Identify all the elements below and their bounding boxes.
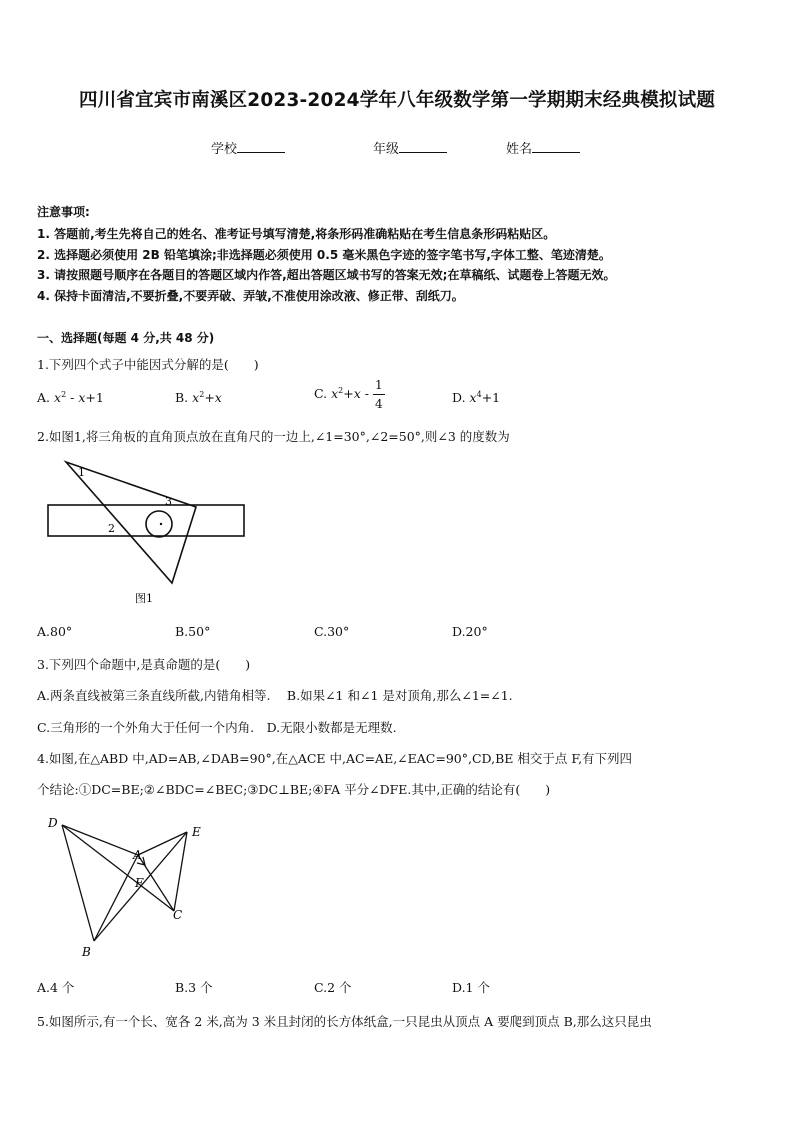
name-blank[interactable] [532,141,580,153]
point-label-c: C [173,908,183,922]
q1-stem: 1.下列四个式子中能因式分解的是( ) [37,357,259,372]
point-label-e: E [192,825,201,839]
note-item: 1. 答题前,考生先将自己的姓名、准考证号填写清楚,将条形码准确粘贴在考生信息条形码粘贴区。 [37,227,556,241]
q1-option-d[interactable]: D. $x^4+1$ [452,390,501,406]
q1-option-c[interactable]: C. $x^2+x$ - $\frac{1}{4}$ [314,378,383,411]
school-blank[interactable] [237,141,285,153]
q1-option-a-letter: A. [37,390,51,406]
q4-option-c[interactable]: C.2 个 [314,980,352,995]
point-label-b: B [82,945,91,959]
note-item: 4. 保持卡面清洁,不要折叠,不要弄破、弄皱,不准使用涂改液、修正带、刮纸刀。 [37,289,464,303]
notes-heading: 注意事项: [37,205,90,219]
q1-option-a[interactable]: A. $x^2 - x+1$ [37,390,104,406]
angle-label-3: 3 [165,495,172,508]
note-item: 3. 请按照题号顺序在各题目的答题区域内作答,超出答题区域书写的答案无效;在草稿纸、试题卷上答题无效。 [37,268,616,282]
q1-option-c-letter: C. [314,386,328,401]
q4-option-b[interactable]: B.3 个 [175,980,213,995]
angle-label-1: 1 [78,466,85,479]
q1-option-d-letter: D. [452,390,466,406]
q1-option-b[interactable]: B. $x^2+x$ [175,390,222,406]
name-label: 姓名 [506,142,533,157]
school-label: 学校 [211,142,238,157]
grade-field [373,138,447,157]
q4-stem-line2: 个结论:①DC=BE;②∠BDC=∠BEC;③DC⊥BE;④FA 平分∠DFE.其中,正确的结论有( ) [37,782,551,797]
q2-stem: 2.如图1,将三角板的直角顶点放在直角尺的一边上,∠1=30°,∠2=50°,则∠3 的度数为 [37,429,510,444]
exam-title: 四川省宜宾市南溪区2023-2024学年八年级数学第一学期期末经典模拟试题 [78,90,716,111]
figure-caption: 图1 [135,592,153,605]
name-field [506,138,580,157]
q2-option-c[interactable]: C.30° [314,624,350,639]
fraction-numerator: 1 [373,379,385,395]
fraction-denominator: 4 [374,397,383,411]
q2-option-a[interactable]: A.80° [37,624,73,639]
note-item: 2. 选择题必须使用 2B 铅笔填涂;非选择题必须使用 0.5 毫米黑色字迹的签字笔书写,字体工整、笔迹清楚。 [37,248,611,262]
q5-stem: 5.如图所示,有一个长、宽各 2 米,高为 3 米且封闭的长方体纸盒,一只昆虫从顶点 A 要爬到顶点 B,那么这只昆虫 [37,1014,652,1029]
q4-stem-line1: 4.如图,在△ABD 中,AD=AB,∠DAB=90°,在△ACE 中,AC=AE,∠EAC=90°,CD,BE 相交于点 F,有下列四 [37,751,633,766]
circle-center-dot [160,523,162,525]
fraction [373,379,385,410]
grade-blank[interactable] [399,141,447,153]
triangle-set-square [66,462,196,583]
angle-label-2: 2 [108,522,115,535]
q3-options-ab[interactable]: A.两条直线被第三条直线所截,内错角相等. B.如果∠1 和∠1 是对顶角,那么∠1=∠1. [37,688,513,703]
q3-stem: 3.下列四个命题中,是真命题的是( ) [37,657,251,672]
q2-figure [44,458,254,606]
q4-option-d[interactable]: D.1 个 [452,980,490,995]
q2-option-d[interactable]: D.20° [452,624,488,639]
point-label-a: A [133,848,142,862]
q2-option-b[interactable]: B.50° [175,624,211,639]
point-label-d: D [48,816,58,830]
point-label-f: F [135,876,144,890]
q1-option-b-letter: B. [175,390,189,406]
right-angle-circle [146,511,172,537]
school-field [211,138,285,157]
q4-option-a[interactable]: A.4 个 [37,980,75,995]
grade-label: 年级 [373,142,400,157]
q3-options-cd[interactable]: C.三角形的一个外角大于任何一个内角. D.无限小数都是无理数. [37,720,397,735]
section-heading: 一、选择题(每题 4 分,共 48 分) [37,331,215,345]
q4-figure [44,815,214,960]
